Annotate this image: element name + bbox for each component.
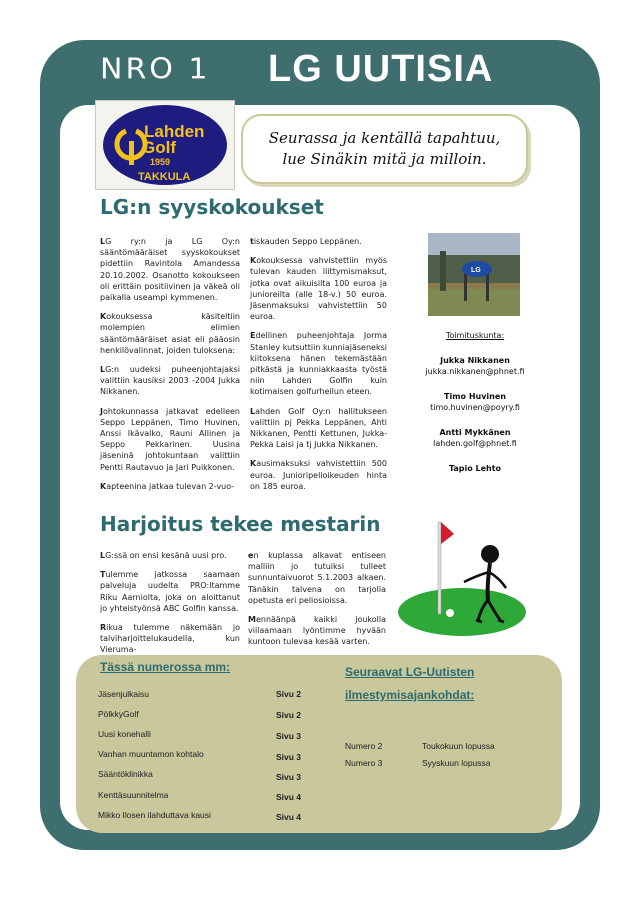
paragraph: Lahden Golf Oy:n hallitukseen valittiin pj Pekka Leppänen, Ahti Nikkanen, Pentti Kettunen, Jukka-Pekka Laisi ja tj Jukka Nikkanen. — [250, 406, 387, 450]
editorial-board — [420, 330, 530, 474]
contents-item: Uusi konehalli — [98, 729, 151, 739]
newsletter-title: LG UUTISIA — [268, 48, 494, 90]
paragraph: Kausimaksuksi vahvistettiin 500 euroa. Junioripelioikeuden hinta on 185 euroa. — [250, 459, 387, 491]
editor-name: Tapio Lehto — [448, 464, 502, 473]
practice-column-2 — [248, 550, 386, 656]
editor-email: timo.huvinen@poyry.fi — [430, 403, 520, 412]
issue-number-label: Numero 2 — [345, 741, 383, 751]
contents-page: Sivu 4 — [276, 812, 302, 822]
paragraph: LG ry:n ja LG Oy:n sääntömääräiset syyskokoukset pidettiin Ravintola Amandessa 20.10.2002. Osanotto kokoukseen oli erittäin positiivinen ja väkeä oli paikalla useampi kymmenen. — [100, 237, 240, 303]
paragraph: LG:n uudeksi puheenjohtajaksi valittiin kausiksi 2003 -2004 Jukka Nikkanen. — [100, 365, 240, 397]
club-sign-image — [428, 233, 520, 316]
paragraph: Mennäänpä kaikki joukolla viilaamaan lyöntimme hyvään kuntoon tulevaa kesää varten. — [248, 615, 386, 647]
paragraph: en kuplassa alkavat entiseen malliin jo tutuiksi tulleet sunnuntaivuorot 5.1.2003 alkaen. Tänäkin talvena on tarjolla opetusta eri peliosioissa. — [248, 551, 386, 605]
logo-text-lahden: Lahden — [144, 122, 205, 141]
contents-item: Jäsenjulkaisu — [98, 689, 150, 699]
practice-column-1 — [100, 550, 240, 664]
contents-heading: Tässä numerossa mm: — [100, 660, 231, 674]
meeting-heading: LG:n syyskokoukset — [100, 195, 324, 219]
issue-date: Toukokuun lopussa — [422, 741, 495, 751]
club-logo — [95, 100, 235, 190]
editor-name: Jukka Nikkanen — [440, 356, 510, 365]
issue-date: Syyskuun lopussa — [422, 758, 491, 768]
paragraph: Johtokunnassa jatkavat edelleen Seppo Leppänen, Timo Huvinen, Anssi Ikävalko, Rauni Allinen ja Seppo Pekkarinen. Uusina jäseninä johtokuntaan valittiin Pentti Rautavuo ja Jari Puikkonen. — [100, 406, 240, 472]
issue-number-label: Numero 3 — [345, 758, 383, 768]
paragraph: Kapteenina jatkaa tulevan 2-vuo- — [100, 481, 235, 491]
next-issues-heading: Seuraavat LG-Uutisten — [345, 665, 475, 679]
contents-item: Sääntöklinikka — [98, 769, 153, 779]
issue-number: NRO 1 — [100, 52, 211, 87]
paragraph: LG:ssä on ensi kesänä uusi pro. — [100, 551, 227, 560]
club-sign-photo — [428, 233, 520, 316]
meeting-column-1 — [100, 236, 240, 500]
contents-item: Mikko Ilosen ilahduttava kausi — [98, 810, 211, 820]
golfer-illustration-icon — [392, 512, 527, 642]
paragraph: Rikua tulemme näkemään jo talviharjoittelukaudella, kun Vieruma- — [100, 623, 240, 655]
paragraph: Kokouksessa vahvistettiin myös tulevan kauden liittymismaksut, jotka ovat aikuisilta 100 euroa ja junioreilta (alle 18-v.) 50 euroa. Jäsenmaksuksi vahvistettiin 50 euroa. — [250, 256, 387, 322]
logo-year: 1959 — [150, 157, 171, 167]
paragraph: Kokouksessa käsiteltiin molempien elimien sääntömääräiset asiat eli pääosin henkilövalinnat, joiden tuloksena: — [100, 312, 240, 355]
practice-heading: Harjoitus tekee mestarin — [100, 512, 381, 536]
paragraph: Edellinen puheenjohtaja Jorma Stanley kutsuttiin kunniajäseneksi kiitoksena hänen tekemästään pitkästä ja kunniakkaasta työstä niin Lahden Golfin kuin kotimaisen golfurheilun eteen. — [250, 331, 387, 397]
photo-sign-text: LG — [471, 267, 481, 274]
editor-name: Antti Mykkänen — [439, 428, 511, 437]
contents-page: Sivu 4 — [276, 792, 302, 802]
contents-page: Sivu 3 — [276, 772, 302, 782]
contents-page: Sivu 3 — [276, 731, 302, 741]
editor-email: jukka.nikkanen@phnet.fi — [425, 367, 525, 376]
logo-place: TAKKULA — [138, 171, 191, 183]
editor-email: lahden.golf@phnet.fi — [433, 439, 517, 448]
contents-item: PölkkyGolf — [98, 709, 139, 719]
contents-item: Vanhan muuntamon kohtalo — [98, 749, 204, 759]
editor-name: Timo Huvinen — [444, 392, 506, 401]
lahden-golf-logo-icon — [96, 101, 234, 189]
contents-page: Sivu 3 — [276, 752, 302, 762]
editorial-board-label: Toimituskunta: — [445, 331, 505, 340]
paragraph: tiskauden Seppo Leppänen. — [250, 237, 362, 246]
tagline-box — [241, 114, 528, 184]
next-issues-heading-2: ilmestymisajankohdat: — [345, 688, 475, 702]
tagline-line-1: Seurassa ja kentällä tapahtuu, — [268, 129, 501, 147]
logo-text-golf: Golf — [142, 138, 176, 157]
contents-page: Sivu 2 — [276, 710, 302, 720]
contents-page: Sivu 2 — [276, 689, 302, 699]
contents-item: Kenttäsuunnitelma — [98, 790, 169, 800]
tagline-line-2: lue Sinäkin mitä ja milloin. — [282, 150, 487, 168]
paragraph: Tulemme jatkossa saamaan palveluja uudelta PRO:ltamme Riku Aarniolta, joka on aloittanut jo yhteistyönsä ABC Golfin kanssa. — [100, 570, 240, 613]
meeting-column-2 — [250, 236, 387, 500]
